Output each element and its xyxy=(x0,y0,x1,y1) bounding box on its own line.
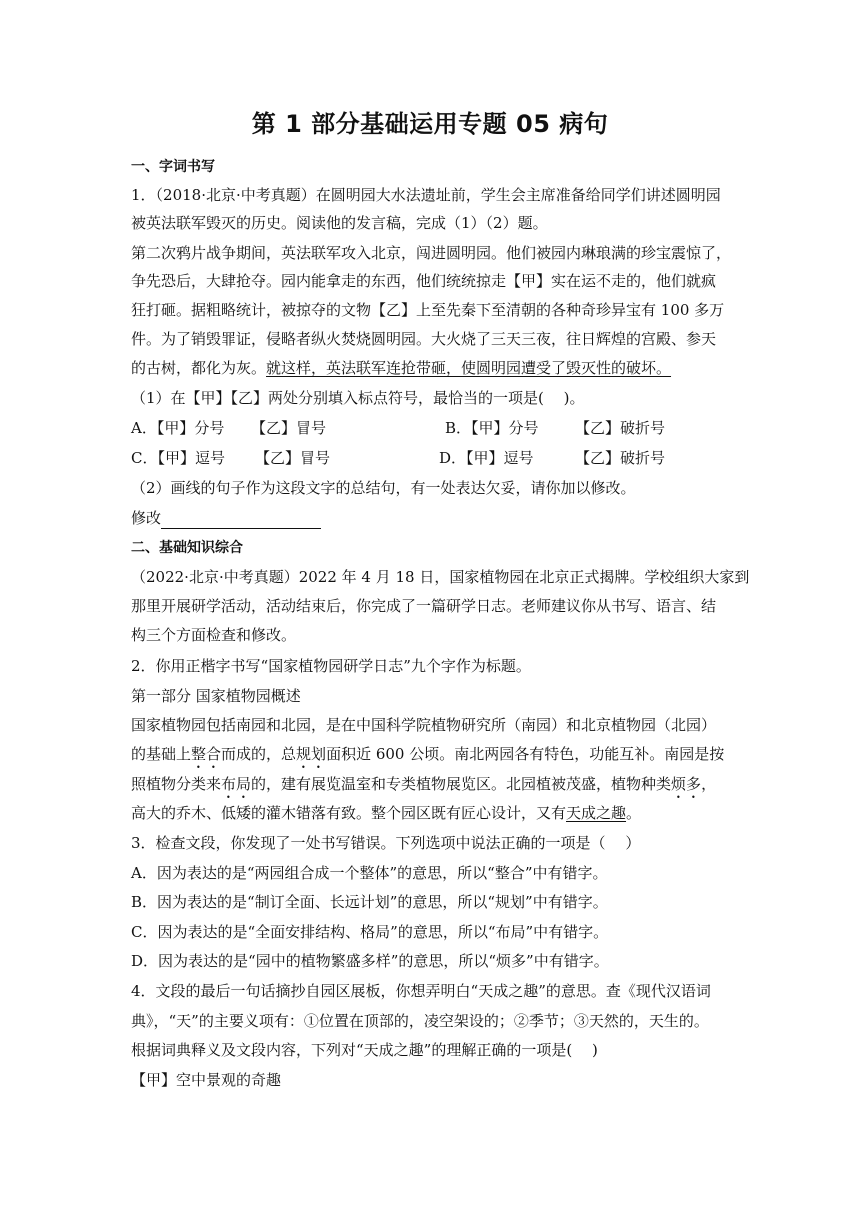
passage2-text: 高大的乔木、低矮的灌木错落有致。整个园区既有匠心设计，又有 xyxy=(131,804,567,822)
passage2-line-3 xyxy=(131,773,731,802)
passage1-line-1: 第二次鸦片战争期间，英法联军攻入北京，闯进圆明园。他们被园内琳琅满的珍宝震惊了， xyxy=(131,244,732,262)
passage2-text: ， xyxy=(701,775,717,793)
dotted-word-buju: 布局 xyxy=(221,775,252,793)
q4-stem-line-2: 典》，“天”的主要义项有：①位置在顶部的，凌空架设的；②季节；③天然的，天生的。 xyxy=(131,1012,709,1030)
option-d-part2: 【乙】破折号 xyxy=(575,449,666,467)
passage2-line-4 xyxy=(131,802,731,824)
passage2-line-2 xyxy=(131,743,731,772)
q3-option-d: D．因为表达的是“园中的植物繁盛多样”的意思，所以“烦多”中有错字。 xyxy=(131,952,609,970)
option-b-part2: 【乙】破折号 xyxy=(575,419,666,437)
passage1-line-5-text: 的古树，都化为灰。 xyxy=(131,359,267,377)
passage1-line-2: 争先恐后，大肆抢夺。园内能拿走的东西，他们统统掠走【甲】实在运不走的，他们就疯 xyxy=(131,272,717,290)
dotted-word-zhenghe: 整合 xyxy=(191,745,222,763)
q3-stem: 3．检查文段，你发现了一处书写错误。下列选项中说法正确的一项是（ ） xyxy=(131,834,641,852)
passage1-line-5 xyxy=(131,357,731,379)
q3-option-a: A．因为表达的是“两园组合成一个整体”的意思，所以“整合”中有错字。 xyxy=(131,864,608,882)
option-c-part1: C．【甲】逗号 xyxy=(131,449,225,467)
passage2-text: 而成的，总 xyxy=(221,745,297,763)
dotted-word-guihua: 规划 xyxy=(296,745,327,763)
q4-stem-line-3: 根据词典释义及文段内容，下列对“天成之趣”的理解正确的一项是( ) xyxy=(131,1041,598,1059)
q1-sub1: （1）在【甲】【乙】两处分别填入标点符号，最恰当的一项是( )。 xyxy=(131,389,585,407)
option-d-part1: D．【甲】逗号 xyxy=(439,449,534,467)
q4-option-jia: 【甲】空中景观的奇趣 xyxy=(131,1071,282,1089)
intro-line-2: 那里开展研学活动，活动结束后，你完成了一篇研学日志。老师建议你从书写、语言、结 xyxy=(131,597,717,615)
passage2-text: 照植物分类来 xyxy=(131,775,222,793)
passage2-line-1: 国家植物园包括南园和北园，是在中国科学院植物研究所（南园）和北京植物园（北园） xyxy=(131,716,717,734)
passage2-text: 的，建有展览温室和专类植物展览区。北园植被茂盛，植物种类 xyxy=(251,775,672,793)
underlined-summary-sentence: 就这样，英法联军连抢带砸，使圆明园遭受了毁灭性的破坏。 xyxy=(266,359,672,377)
option-a-part2: 【乙】冒号 xyxy=(251,419,327,437)
revise-line xyxy=(131,507,731,529)
passage2-text: 。 xyxy=(626,804,642,822)
q4-stem-line-1: 4．文段的最后一句话摘抄自园区展板，你想弄明白“天成之趣”的意思。查《现代汉语词 xyxy=(131,982,711,1000)
section-heading-1: 一、字词书写 xyxy=(131,159,215,175)
q1-options-row-1 xyxy=(131,417,731,439)
section-heading-2: 二、基础知识综合 xyxy=(131,540,243,556)
passage2-text: 的基础上 xyxy=(131,745,192,763)
revise-label: 修改 xyxy=(131,509,162,527)
q3-option-b: B．因为表达的是“制订全面、长远计划”的意思，所以“规划”中有错字。 xyxy=(131,893,608,911)
passage1-line-4: 件。为了销毁罪证，侵略者纵火焚烧圆明园。大火烧了三天三夜，往日辉煌的宫殿、参天 xyxy=(131,330,717,348)
answer-blank[interactable] xyxy=(161,512,321,529)
passage1-line-3: 狂打砸。据粗略统计，被掠夺的文物【乙】上至先秦下至清朝的各种奇珍异宝有 100 多万 xyxy=(131,301,725,319)
part1-heading: 第一部分 国家植物园概述 xyxy=(131,687,301,705)
passage2-text: 面积近 600 公顷。南北两园各有特色，功能互补。南园是按 xyxy=(326,745,725,763)
option-c-part2: 【乙】冒号 xyxy=(255,449,331,467)
intro-line-3: 构三个方面检查和修改。 xyxy=(131,626,297,644)
q1-options-row-2 xyxy=(131,447,731,469)
dotted-word-fanduo: 烦多 xyxy=(671,775,702,793)
option-b-part1: B．【甲】分号 xyxy=(445,419,539,437)
q1-sub2: （2）画线的句子作为这段文字的总结句，有一处表达欠妥，请你加以修改。 xyxy=(131,479,636,497)
underlined-phrase-tianchengzhiqu: 天成之趣 xyxy=(566,804,627,822)
intro-line-1: （2022·北京·中考真题）2022 年 4 月 18 日，国家植物园在北京正式揭牌。学校组织大家到 xyxy=(131,568,750,586)
q3-option-c: C．因为表达的是“全面安排结构、格局”的意思，所以“布局”中有错字。 xyxy=(131,923,609,941)
q1-stem-line-2: 被英法联军毁灭的历史。阅读他的发言稿，完成（1）（2）题。 xyxy=(131,214,548,232)
q1-stem-line-1: 1．（2018·北京·中考真题）在圆明园大水法遗址前，学生会主席准备给同学们讲述圆明园 xyxy=(131,186,721,204)
option-a-part1: A．【甲】分号 xyxy=(131,419,225,437)
page-title: 第 1 部分基础运用专题 05 病句 xyxy=(251,110,609,138)
q2-stem: 2．你用正楷字书写“国家植物园研学日志”九个字作为标题。 xyxy=(131,657,531,675)
